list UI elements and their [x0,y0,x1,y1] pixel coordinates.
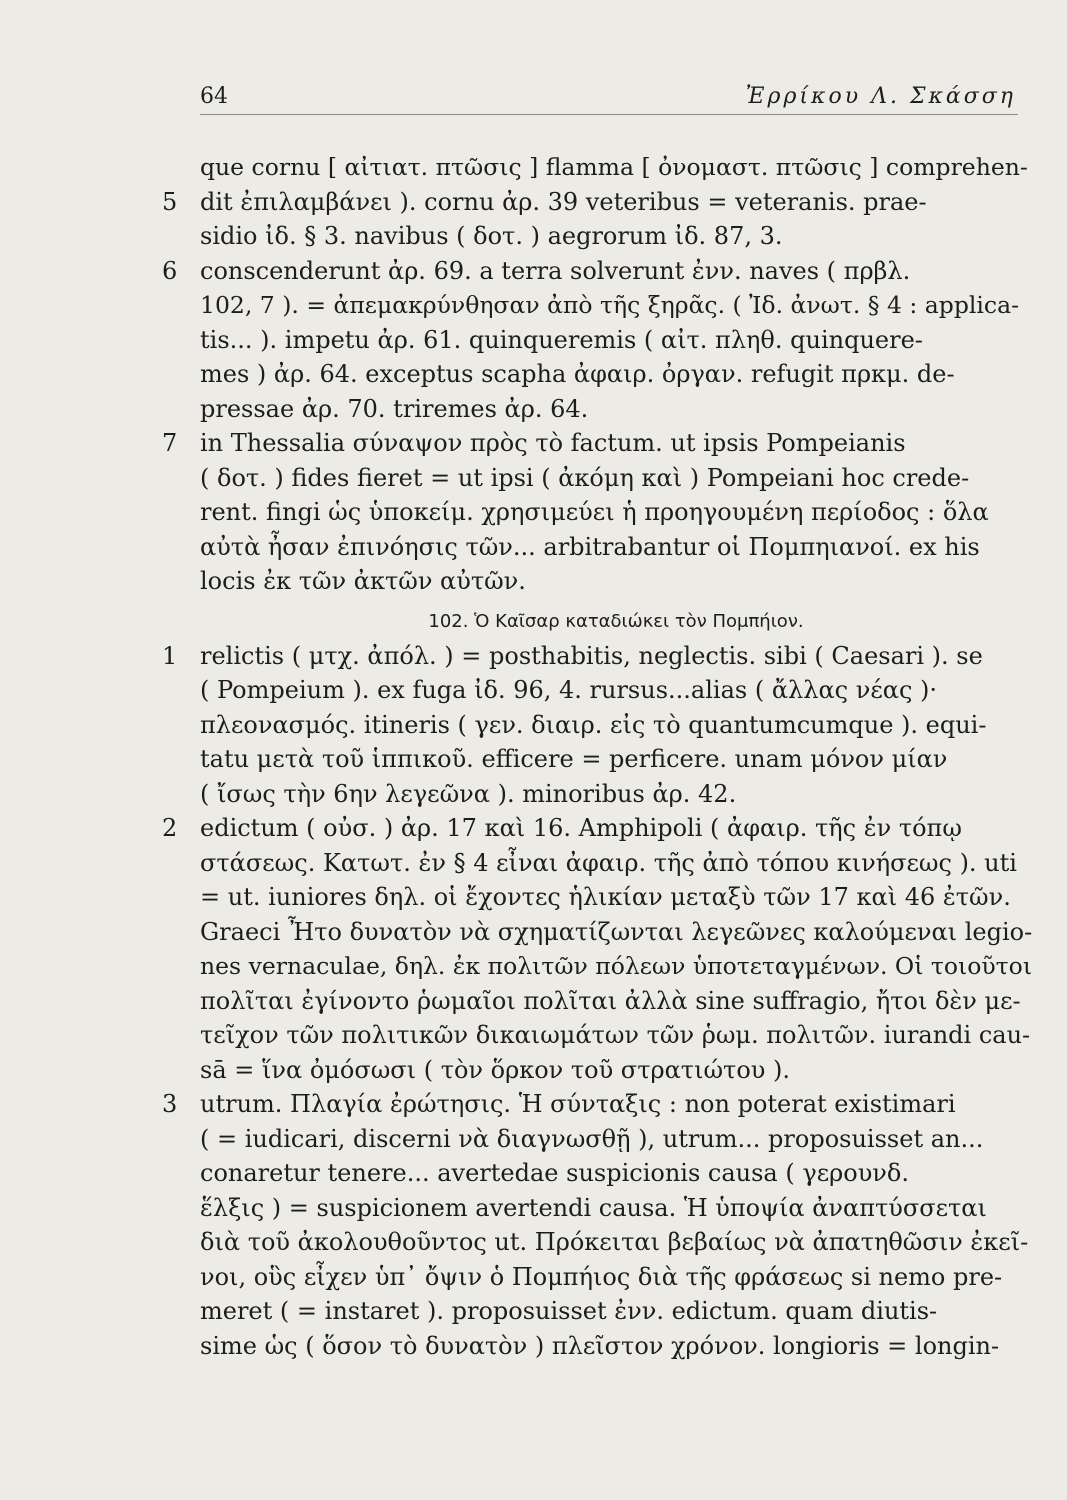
text-line: 102, 7 ). = ἀπεμακρύνθησαν ἀπὸ τῆς ξηρᾶς. ( Ἰδ. ἀνωτ. § 4 : applica- [200,291,1020,319]
text-line: ( Pompeium ). ex fuga ἰδ. 96, 4. rursus...alias ( ἄλλας νέας )· [200,676,938,704]
text-line: meret ( = instaret ). proposuisset ἐνν. edictum. quam diutis- [200,1297,938,1325]
text-line: sā = ἵνα ὀμόσωσι ( τὸν ὅρκον τοῦ στρατιώτου ). [200,1055,790,1084]
text-line: edictum ( οὐσ. ) ἀρ. 17 καὶ 16. Amphipoli ( ἀφαιρ. τῆς ἐν τόπῳ [200,814,962,842]
text-line: pressae ἀρ. 70. triremes ἀρ. 64. [200,394,589,423]
text-line: locis ἐκ τῶν ἀκτῶν αὐτῶν. [200,567,526,595]
text-line: νοι, οὓς εἶχεν ὑπ᾽ ὄψιν ὁ Πομπήιος διὰ τῆς φράσεως si nemo pre- [200,1262,1003,1291]
line-number: 5 [162,187,178,216]
text-line: utrum. Πλαγία ἐρώτησις. Ἡ σύνταξις : non poterat existimari [200,1090,956,1118]
text-line: conaretur tenere... avertedae suspicionis causa ( γερουνδ. [200,1159,909,1187]
text-line: αὐτὰ ἦσαν ἐπινόησις τῶν... arbitrabantur οἱ Πομπηιανοί. ex his [200,532,980,561]
text-line: ( = iudicari, discerni νὰ διαγνωσθῇ ), utrum... proposuisset an... [200,1124,984,1153]
text-line: Graeci Ἦτο δυνατὸν νὰ σχηματίζωνται λεγεῶνες καλούμεναι legio- [200,917,1033,946]
text-line-numbered [162,639,1032,674]
text-line: relictis ( μτχ. ἀπόλ. ) = posthabitis, neglectis. sibi ( Caesari ). se [200,641,983,670]
line-number: 2 [162,814,178,842]
section-heading: 102. Ὁ Καῖσαρ καταδιώκει τὸν Πομπήιον. [428,610,804,632]
line-number: 6 [162,256,178,285]
text-line: πλεονασμός. itineris ( γεν. διαιρ. εἰς τὸ quantumcumque ). equi- [200,710,987,739]
text-line-numbered [162,185,1032,220]
text-line-numbered [162,254,1032,289]
page-header [200,74,1018,115]
text-line: διὰ τοῦ ἀκολουθοῦντος ut. Πρόκειται βεβαίως νὰ ἀπατηθῶσιν ἐκεῖ- [200,1228,1029,1256]
line-number: 3 [162,1090,178,1118]
commentary-body [162,150,1033,1363]
text-line: que cornu [ αἰτιατ. πτῶσις ] flamma [ ὀνομαστ. πτῶσις ] comprehen- [200,153,1028,181]
text-line: tatu μετὰ τοῦ ἱππικοῦ. efficere = perficere. unam μόνον μίαν [200,745,948,773]
text-line-numbered [162,426,1032,461]
text-line-numbered [162,811,1032,846]
text-line: rent. fingi ὡς ὑποκείμ. χρησιμεύει ἡ προηγουμένη περίοδος : ὅλα [200,498,989,526]
text-line: dit ἐπιλαμβάνει ). cornu ἀρ. 39 veteribus = veteranis. prae- [200,187,927,216]
text-line-numbered [162,1087,1032,1122]
running-title: Ἐρρίκου Λ. Σκάσση [745,84,1016,109]
line-number: 1 [162,641,178,670]
text-line: ἕλξις ) = suspicionem avertendi causa. Ἡ ὑποψία ἀναπτύσσεται [200,1193,987,1222]
text-line: conscenderunt ἀρ. 69. a terra solverunt ἐνν. naves ( πρβλ. [200,256,911,285]
text-line: sime ὡς ( ὅσον τὸ δυνατὸν ) πλεῖστον χρόνον. longioris = longin- [200,1331,1000,1360]
page-number: 64 [200,84,228,109]
text-line: mes ) ἀρ. 64. exceptus scapha ἀφαιρ. ὀργαν. refugit πρκμ. de- [200,360,955,388]
text-line: ( ἴσως τὴν 6ην λεγεῶνα ). minoribus ἀρ. 42. [200,779,737,808]
text-line: τεῖχον τῶν πολιτικῶν δικαιωμάτων τῶν ῥωμ. πολιτῶν. iurandi cau- [200,1021,1031,1049]
text-line: ( δοτ. ) fides fieret = ut ipsi ( ἀκόμη καὶ ) Pompeiani hoc crede- [200,463,970,492]
text-line: nes vernaculae, δηλ. ἐκ πολιτῶν πόλεων ὑποτεταγμένων. Οἱ τοιοῦτοι [200,952,1033,980]
text-line: in Thessalia σύναψον πρὸς τὸ factum. ut ipsis Pompeianis [200,429,906,457]
text-line: πολῖται ἐγίνοντο ῥωμαῖοι πολῖται ἀλλὰ sine suffragio, ἤτοι δὲν με- [200,986,1021,1015]
text-line: στάσεως. Κατωτ. ἐν § 4 εἶναι ἀφαιρ. τῆς ἀπὸ τόπου κινήσεως ). uti [200,848,1017,877]
text-line: = ut. iuniores δηλ. οἱ ἔχοντες ἡλικίαν μεταξὺ τῶν 17 καὶ 46 ἐτῶν. [200,883,1011,911]
text-line: sidio ἰδ. § 3. navibus ( δοτ. ) aegrorum ἰδ. 87, 3. [200,222,783,250]
line-number: 7 [162,429,178,457]
text-line: tis... ). impetu ἀρ. 61. quinqueremis ( αἰτ. πληθ. quinquere- [200,325,923,354]
